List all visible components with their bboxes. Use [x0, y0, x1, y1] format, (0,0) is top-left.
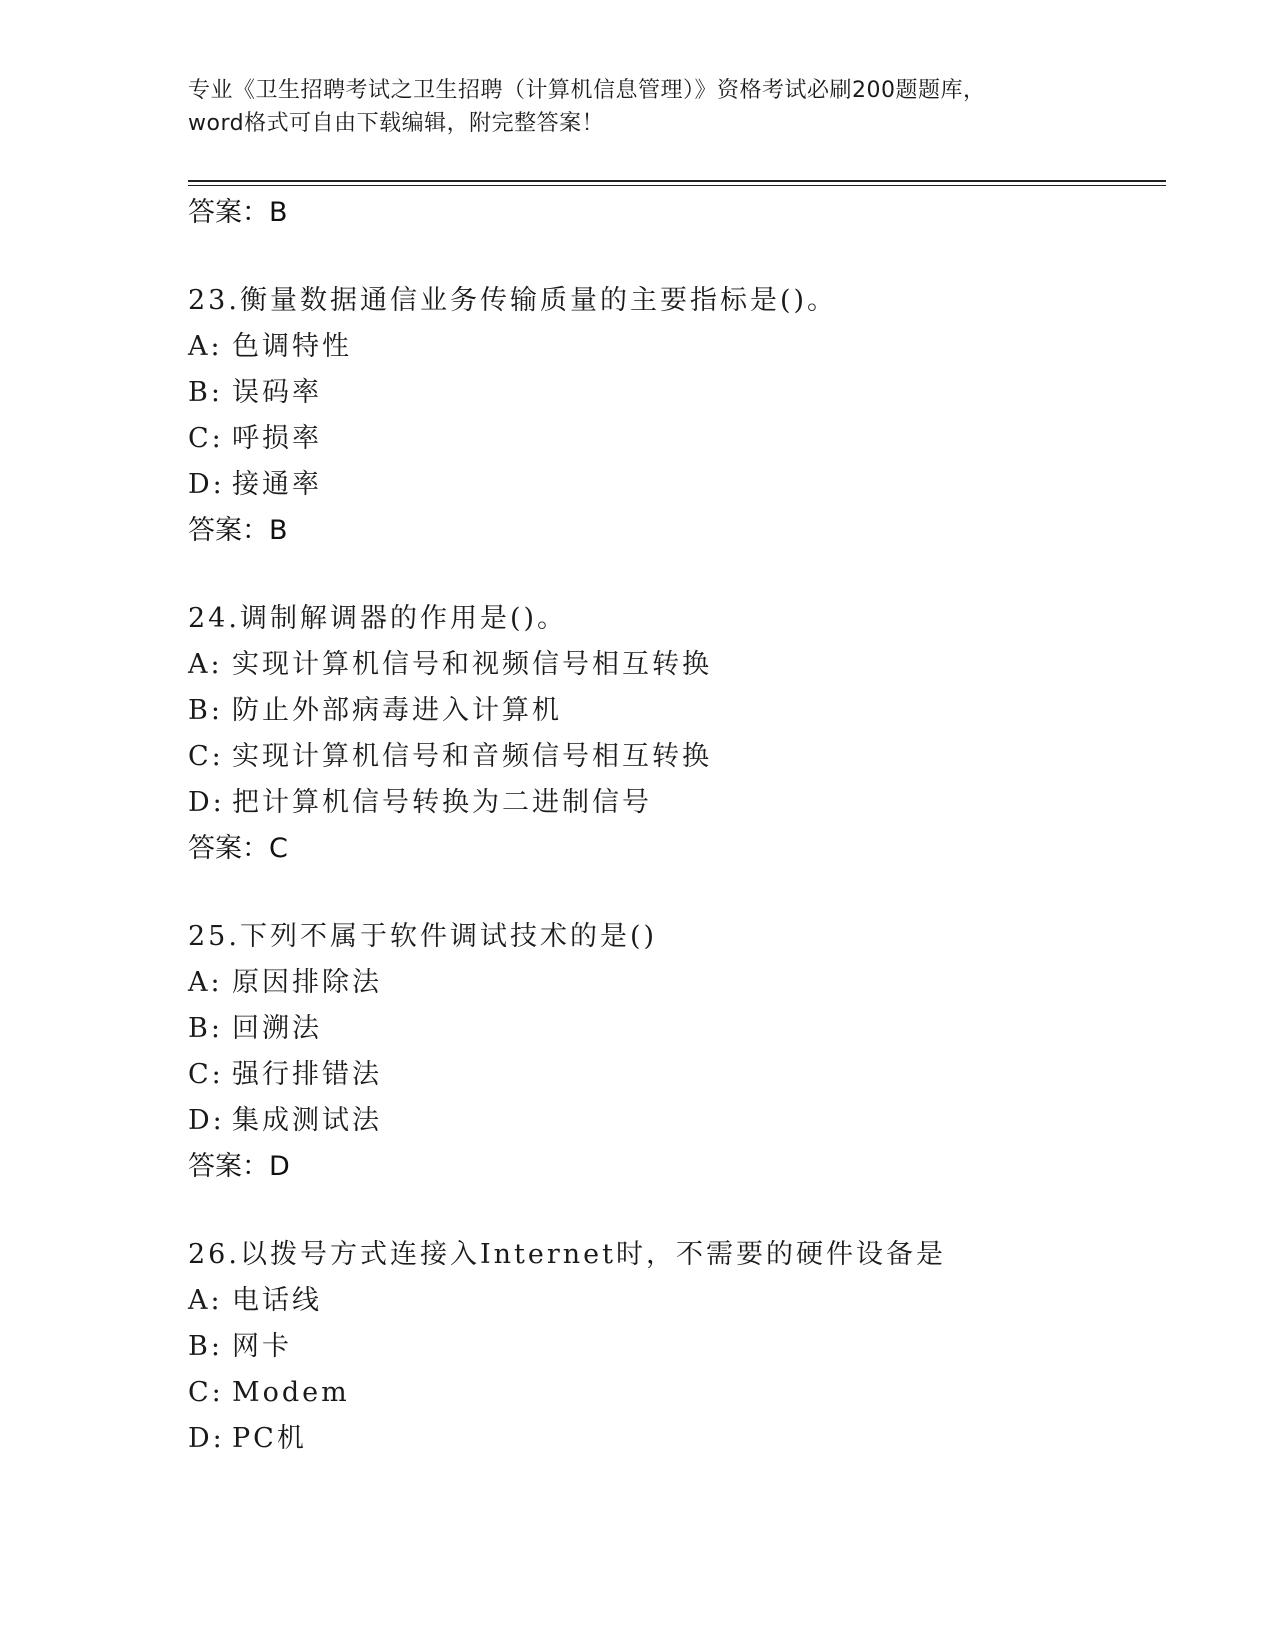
option-letter: D: — [188, 1105, 225, 1136]
option-text: 色调特性 — [232, 331, 352, 362]
previous-answer: 答案：B — [188, 197, 288, 228]
option-letter: D: — [188, 1423, 225, 1454]
option-a — [188, 324, 1168, 370]
header-line-2: word格式可自由下载编辑，附完整答案！ — [188, 111, 605, 136]
question-block-25 — [188, 914, 1168, 1190]
answer-line: 答案：D — [188, 1151, 290, 1182]
option-d — [188, 462, 1168, 508]
question-title: 23.衡量数据通信业务传输质量的主要指标是()。 — [188, 285, 838, 316]
option-text: 实现计算机信号和视频信号相互转换 — [232, 649, 712, 680]
answer-line: 答案：C — [188, 833, 288, 864]
option-text: 把计算机信号转换为二进制信号 — [232, 787, 652, 818]
option-letter: B: — [188, 1331, 223, 1362]
option-d — [188, 1098, 1168, 1144]
option-c — [188, 1370, 1168, 1416]
option-letter: D: — [188, 469, 225, 500]
option-letter: C: — [188, 1059, 224, 1090]
option-text: 防止外部病毒进入计算机 — [232, 695, 562, 726]
option-c — [188, 1052, 1168, 1098]
option-letter: A: — [188, 331, 223, 362]
spacer — [188, 872, 1168, 914]
option-text: 网卡 — [232, 1331, 292, 1362]
document-header — [188, 74, 1088, 140]
option-letter: A: — [188, 649, 223, 680]
question-list — [188, 190, 1168, 1462]
option-letter: C: — [188, 741, 224, 772]
option-text: 呼损率 — [232, 423, 322, 454]
option-letter: A: — [188, 967, 223, 998]
option-text: 接通率 — [232, 469, 322, 500]
spacer — [188, 236, 1168, 278]
option-text: 原因排除法 — [232, 967, 382, 998]
option-letter: C: — [188, 423, 224, 454]
option-a — [188, 642, 1168, 688]
header-divider — [188, 180, 1166, 186]
spacer — [188, 1190, 1168, 1232]
option-text: 集成测试法 — [232, 1105, 382, 1136]
question-title: 26.以拨号方式连接入Internet时，不需要的硬件设备是 — [188, 1239, 946, 1270]
option-d — [188, 1416, 1168, 1462]
option-c — [188, 416, 1168, 462]
option-a — [188, 1278, 1168, 1324]
option-b — [188, 1324, 1168, 1370]
option-letter: A: — [188, 1285, 223, 1316]
option-text: 实现计算机信号和音频信号相互转换 — [232, 741, 712, 772]
header-line-1: 专业《卫生招聘考试之卫生招聘（计算机信息管理）》资格考试必刷200题题库， — [188, 78, 986, 103]
option-d — [188, 780, 1168, 826]
option-text: 强行排错法 — [232, 1059, 382, 1090]
answer-line: 答案：B — [188, 515, 288, 546]
option-text: PC机 — [232, 1423, 307, 1454]
question-title: 25.下列不属于软件调试技术的是() — [188, 921, 658, 952]
option-b — [188, 370, 1168, 416]
option-text: 回溯法 — [232, 1013, 322, 1044]
option-letter: B: — [188, 377, 223, 408]
question-title: 24.调制解调器的作用是()。 — [188, 603, 568, 634]
option-b — [188, 688, 1168, 734]
option-letter: B: — [188, 1013, 223, 1044]
question-block-26 — [188, 1232, 1168, 1462]
option-text: 电话线 — [232, 1285, 322, 1316]
option-b — [188, 1006, 1168, 1052]
question-block-23 — [188, 278, 1168, 554]
option-c — [188, 734, 1168, 780]
option-letter: D: — [188, 787, 225, 818]
option-letter: C: — [188, 1377, 224, 1408]
option-letter: B: — [188, 695, 223, 726]
option-a — [188, 960, 1168, 1006]
question-block-24 — [188, 596, 1168, 872]
spacer — [188, 554, 1168, 596]
option-text: 误码率 — [232, 377, 322, 408]
option-text: Modem — [232, 1377, 350, 1408]
